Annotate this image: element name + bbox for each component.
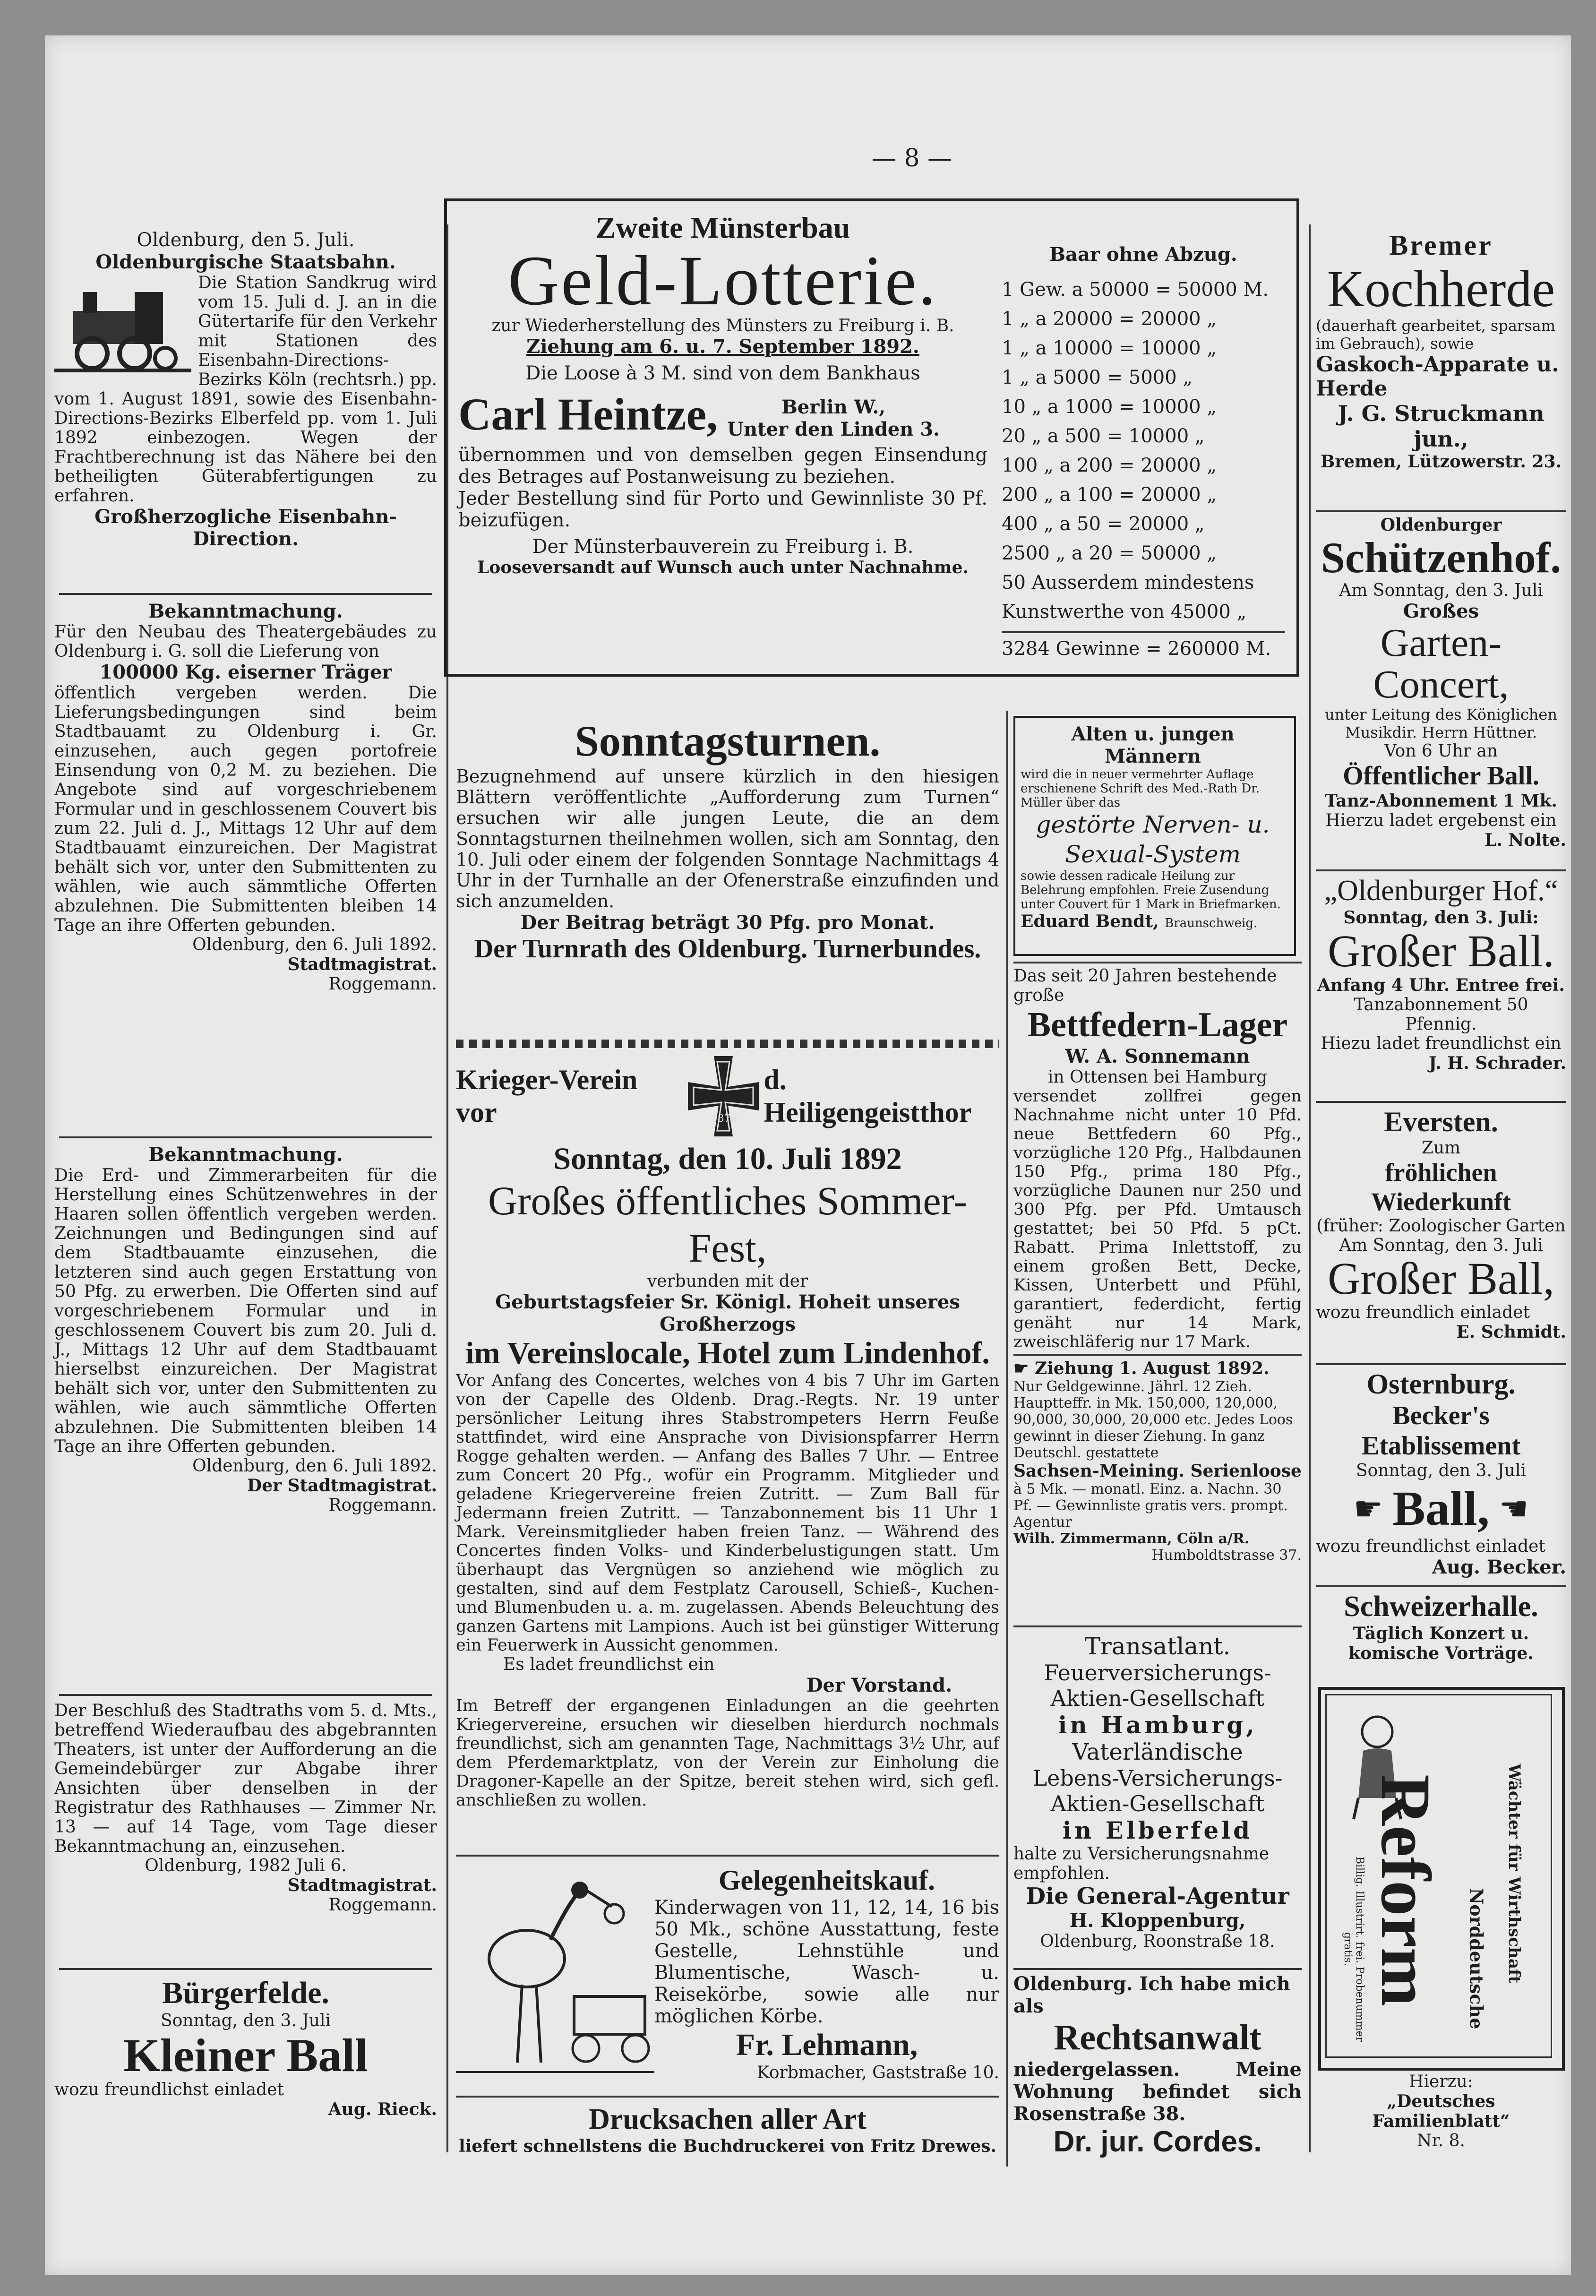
train-illustration [54, 278, 191, 377]
divider [1316, 1101, 1566, 1103]
bek2-title: Bekanntmachung. [148, 1144, 343, 1166]
lotterie-row: 1 „ a 20000 = 20000 „ [1002, 308, 1217, 330]
schuetz-tanz: Tanz-Abonnement 1 Mk. [1325, 791, 1557, 811]
ev-date: Am Sonntag, den 3. Juli [1339, 1236, 1543, 1255]
divider [59, 1694, 432, 1696]
turnen-ad [456, 716, 999, 1032]
beilage-no: Nr. 8. [1417, 2131, 1465, 2150]
koch-title: Kochherde [1327, 260, 1555, 318]
divider [1316, 510, 1566, 512]
bahn-dateline: Oldenburg, den 5. Juli. [137, 229, 355, 251]
krieger-note: Im Betreff der ergangenen Einladungen an die geehrten Kriegervereine, ersuchen wir dieselben hierdurch nochmals freundlichst, sich am genannten Tage, Nachmittags 3½ Uhr, auf dem Pferdemarktplatz, von der Verein zur Einholung die Dragoner-Kapelle an der Spitze, bereit stehen wird, sich gefl. anschließen zu wollen. [456, 1696, 999, 1810]
versicherung-ad [1013, 1633, 1302, 1963]
bremer-title: Bremer [1389, 230, 1493, 261]
divider [1013, 1968, 1302, 1970]
turnen-fee: Der Beitrag beträgt 30 Pfg. pro Monat. [520, 912, 935, 934]
ziehung-addr: Humboldtstrasse 37. [1151, 1547, 1302, 1564]
gelegenheit-ad [456, 1864, 999, 2091]
versich-l1: Transatlant. [1084, 1633, 1231, 1660]
ev-zum: Zum [1421, 1138, 1461, 1158]
kochherde-ad [1316, 229, 1566, 508]
buerger-name: Aug. Rieck. [328, 2099, 437, 2119]
lotterie-row: 200 „ a 100 = 20000 „ [1002, 484, 1217, 506]
column-rule [1309, 224, 1311, 2152]
page-number: — 8 — [872, 144, 952, 172]
koch-firm-addr: Bremen, Lützowerstr. 23. [1320, 451, 1562, 472]
ev-invite: wozu freundlich einladet [1316, 1302, 1530, 1322]
beilage-note [1316, 2072, 1566, 2167]
lotterie-table-title: Baar ohne Abzug. [1049, 243, 1237, 266]
lotterie-row: 20 „ a 500 = 10000 „ [1002, 425, 1205, 447]
lotterie-text1: übernommen und von demselben gegen Einsendung des Betrages auf Postanweisung zu beziehen. [458, 444, 987, 488]
gelegen-name: Fr. Lehmann, [736, 2028, 918, 2062]
schuetz-body: unter Leitung des Königlichen Musikdir. Herrn Hüttner. [1325, 705, 1557, 741]
schweizerhalle-ad [1316, 1590, 1566, 1680]
lotterie-row: 10 „ a 1000 = 10000 „ [1002, 396, 1217, 418]
ziehung-body: Nur Geldgewinne. Jährl. 12 Zieh. Hauptteffr. in Mk. 150,000, 120,000, 90,000, 30,000, 20,000 etc. Jedes Loos gewinnt in dieser Ziehung. In ganz Deutschl. gestattete [1013, 1378, 1293, 1461]
bendt-l2: sowie dessen radicale Heilung zur Belehrung empfohlen. Freie Zusendung unter Couvert für 1 Mark in Briefmarken. [1021, 869, 1281, 912]
bett-name: W. A. Sonnemann [1065, 1045, 1250, 1067]
versich-l5: Lebens-Versicherungs-Aktien-Gesellschaft [1032, 1765, 1283, 1816]
koch-body: (dauerhaft gearbeitet, sparsam im Gebrauch), sowie [1316, 316, 1556, 353]
krieger-invite: Es ladet freundlichst ein [503, 1655, 715, 1674]
krieger-sig: Der Vorstand. [806, 1674, 952, 1696]
stork-illustration [456, 1864, 654, 2081]
ev-title: Eversten. [1384, 1106, 1498, 1137]
lotterie-verein: Der Münsterbauverein zu Freiburg i. B. [532, 536, 914, 558]
bahn-signature: Großherzogliche Eisenbahn-Direction. [94, 506, 397, 550]
iron-cross-icon [683, 1051, 764, 1141]
bekanntmachung-traeger [54, 600, 437, 1134]
hof-date: Sonntag, den 3. Juli: [1343, 908, 1539, 928]
ost-title: Osternburg. [1366, 1368, 1516, 1400]
bek3-body: Der Beschluß des Stadtraths vom 5. d. Mts., betreffend Wiederaufbau des abgebrannten Theaters, ist unter der Aufforderung an die Gemeindebürger zur Abgabe ihrer Ansichten über denselben in der Registratur des Rathhauses — Zimmer Nr. 13 — auf 14 Tage, vom Tage dieser Bekanntmachung an, einzusehen. [54, 1701, 437, 1856]
hierzu: Hierzu: [1409, 2072, 1473, 2091]
bek1-name: Roggemann. [328, 974, 437, 994]
bett-body: versendet zollfrei gegen Nachnahme nicht unter 10 Pfd. neue Bettfedern 60 Pfg., vorzügliche 120 Pfg., Halbdaunen 150 Pfg., prima 180 Pfg., vorzügliche Daunen nur 250 und 300 Pfg. per Pfd. Umtausch gestattet; bei 50 Pfd. 5 pCt. Rabatt. Prima Inlettstoff, zu einem großen Bett, Decke, Kissen, Unterbett und Pfühl, garantiert, federdicht, fertig genäht nur 14 Mark, zweischläferig nur 17 Mark. [1013, 1087, 1302, 1351]
bek3-sig: Stadtmagistrat. [287, 1875, 437, 1895]
lotterie-row: 2500 „ a 20 = 50000 „ [1002, 542, 1217, 564]
divider [59, 1968, 432, 1970]
reform-l3: Billig. Illustrirt. frei. Probenummer gratis. [1342, 1856, 1365, 2042]
bek1-title: Bekanntmachung. [148, 600, 343, 622]
bek3-dateline: Oldenburg, 1982 Juli 6. [145, 1856, 347, 1875]
hof-ball: Großer Ball. [1328, 926, 1554, 976]
versich-l3: in Hamburg, [1058, 1711, 1257, 1739]
buerger-title: Bürgerfelde. [162, 1976, 329, 2010]
drucksachen-ad [456, 2103, 999, 2169]
krieger-occasion: Geburtstagsfeier Sr. Königl. Hoheit unseres Großherzogs [495, 1291, 960, 1335]
hof-time: Anfang 4 Uhr. Entree frei. [1317, 975, 1565, 995]
turnen-sig: Der Turnrath des Oldenburg. Turnerbundes. [474, 934, 981, 963]
bendt-script: gestörte Nerven- u. Sexual-System [1036, 811, 1270, 868]
ost-date: Sonntag, den 3. Juli [1356, 1461, 1526, 1480]
gelegen-title: Gelegenheitskauf. [718, 1865, 935, 1896]
lotterie-bank: Carl Heintze, [458, 389, 718, 439]
bendt-city: Braunschweig. [1165, 916, 1258, 930]
schuetzenhof-ad [1316, 515, 1566, 865]
schuetz-title: Schützenhof. [1321, 533, 1562, 582]
versich-l4: Vaterländische [1072, 1739, 1243, 1765]
ziehung-name-line [1013, 1531, 1302, 1547]
schw-title: Schweizerhalle. [1344, 1591, 1538, 1623]
turnen-title: Sonntagsturnen. [575, 717, 881, 765]
druck-line: liefert schnellstens die Buchdruckerei von Fritz Drewes. [458, 2136, 997, 2156]
krieger-sub: verbunden mit der [647, 1272, 808, 1291]
divider [1013, 1354, 1302, 1356]
lotterie-text [458, 210, 987, 664]
bek2-body: Die Erd- und Zimmerarbeiten für die Herstellung eines Schützenwehres in der Haaren sollen öffentlich vergeben werden. Zeichnungen und Bedingungen sind auf dem Stadtbauamte einzusehen, die letzteren sind auch gegen Erstattung von 50 Pfg. zu erwerben. Die Offerten sind auf vorgeschriebenem Formular und in geschlossenem Couvert bis zum 20. Juli d. J., Mittags 12 Uhr auf dem Stadtbauamt hierselbst einzureichen. Der Magistrat behält sich vor, unter den Submittenten zu wählen, wie auch sämmtliche Offerten abzulehnen. Die Submittenten bleiben 14 Tage an ihre Offerten gebunden. [54, 1166, 437, 1456]
koch-firm: J. G. Struckmann jun., [1338, 400, 1545, 452]
turnen-body: Bezugnehmend auf unsere kürzlich in den hiesigen Blättern veröffentlichte „Aufforderung zum Turnen“ ersuchen wir alle jungen Leute, die an dem Sonntagsturnen theilnehmen wollen, sich am Sonntag, den 10. Juli oder einem der folgenden Sonntage Nachmittags 4 Uhr in der Turnhalle an der Ofenerstraße einzufinden und sich anzumelden. [456, 766, 999, 912]
hof-tanz: Tanzabonnement 50 Pfennig. [1354, 995, 1528, 1034]
buerger-event: Kleiner Ball [123, 2029, 368, 2081]
lotterie-loose: Die Loose à 3 M. sind von dem Bankhaus [525, 362, 920, 384]
lotterie-bank-street: Unter den Linden 3. [727, 418, 940, 440]
bett-city: in Ottensen bei Hamburg [1047, 1067, 1268, 1087]
krieger-place: im Vereinslocale, Hotel zum Lindenhof. [465, 1336, 990, 1370]
bahn-title: Oldenburgische Staatsbahn. [95, 251, 396, 273]
ev-frueher: (früher: Zoologischer Garten [1316, 1216, 1566, 1236]
reform-word-wrap [1365, 1774, 1446, 2007]
divider [456, 2096, 999, 2098]
reform-l2: Norddeutsche [1466, 1888, 1487, 2029]
buerger-date: Sonntag, den 3. Juli [161, 2011, 331, 2030]
schuetz-name: L. Nolte. [1484, 830, 1566, 850]
anwalt-l2: niedergelassen. Meine Wohnung befindet sich Rosenstraße 38. [1013, 2058, 1302, 2125]
hof-title: „Oldenburger Hof.“ [1324, 875, 1558, 907]
krieger-event: Großes öffentliches Sommer-Fest, [488, 1178, 968, 1271]
ornament-band [456, 1040, 999, 1048]
buergerfelde-ad [54, 1975, 437, 2164]
bettfedern-ad [1013, 966, 1302, 1351]
ev-name: E. Schmidt. [1456, 1322, 1566, 1342]
lotterie-line1: Zweite Münsterbau [595, 211, 850, 244]
divider [1013, 962, 1302, 963]
divider [59, 593, 432, 595]
schuetz-oldb: Oldenburger [1380, 515, 1502, 535]
versich-l7: halte zu Versicherungsnahme empfohlen. [1013, 1844, 1270, 1883]
bahn-body: Die Station Sandkrug wird vom 15. Juli d. J. an in die Gütertarife für den Verkehr mit Stationen des Eisenbahn-Directions-Bezirks Köln (rechtsrh.) pp. vom 1. August 1891, sowie des Eisenbahn-Directions-Bezirks Elberfeld pp. vom 1. Juli 1892 einbezogen. Wegen der Frachtberechnung ist das Nähere bei den betheiligten Güterabfertigungen zu erfahren. [54, 273, 437, 506]
lotterie-text2: Jeder Bestellung sind für Porto und Gewinnliste 30 Pf. beizufügen. [458, 488, 987, 531]
schuetz-gross: Großes [1403, 600, 1479, 622]
bek1-body2: öffentlich vergeben werden. Die Lieferungsbedingungen sind beim Stadtbauamt zu Oldenburg i. Gr. einzusehen, auch gegen portofreie Einsendung von 0,2 M. zu beziehen. Die Angebote sind auf vorgeschriebenem Formular und in geschlossenem Couvert bis zum 22. Juli d. J., Mittags 12 Uhr auf dem Stadtbauamt einzureichen. Der Magistrat behält sich vor, unter den Submittenten zu wählen, wie auch sämmtliche Offerten abzulehnen. Die Submittenten bleiben 14 Tage an ihre Offerten gebunden. [54, 683, 437, 935]
divider [1316, 1585, 1566, 1587]
versich-l6: in Elberfeld [1062, 1816, 1253, 1844]
versich-l2: Feuerversicherungs-Aktien-Gesellschaft [1044, 1660, 1271, 1711]
anwalt-l1: Oldenburg. Ich habe mich als [1013, 1973, 1290, 2017]
hof-invite: Hiezu ladet freundlichst ein [1321, 1033, 1562, 1053]
gelegen-addr: Korbmacher, Gaststraße 10. [756, 2063, 999, 2082]
lotterie-row: 50 Ausserdem mindestens Kunstwerthe von 45000 „ [1002, 572, 1254, 623]
cross-year: 1870 [711, 1113, 738, 1125]
ev-ball: Großer Ball, [1328, 1253, 1554, 1304]
bek1-body1: Für den Neubau des Theatergebäudes zu Oldenburg i. G. soll die Lieferung von [54, 622, 437, 661]
ziehung-title-text: Ziehung 1. August 1892. [1034, 1359, 1270, 1378]
krieger-ad [456, 1051, 999, 1840]
ziehung-ad [1013, 1359, 1302, 1623]
eversten-ad [1316, 1106, 1566, 1361]
bendt-l1: wird die in neuer vermehrter Auflage erschienene Schrift des Med.-Rath Dr. Müller über das [1021, 767, 1260, 810]
reform-l1-wrap [1505, 1713, 1524, 2034]
bek2-name: Roggemann. [328, 1496, 437, 1515]
koch-gas: Gaskoch-Apparate u. Herde [1316, 352, 1559, 401]
lotterie-total: 3284 Gewinne = 260000 M. [1002, 638, 1271, 660]
krieger-left: Krieger-Verein vor [456, 1064, 638, 1128]
lotterie-table [1002, 243, 1285, 659]
divider [456, 1855, 999, 1857]
hof-name: J. H. Schrader. [1428, 1053, 1566, 1073]
druck-title: Drucksachen aller Art [589, 2103, 867, 2135]
beilage-title: „Deutsches Familienblatt“ [1372, 2091, 1510, 2131]
krieger-body: Vor Anfang des Concertes, welches von 4 bis 7 Uhr im Garten von der Capelle des Oldenb. Drag.-Regts. Nr. 19 unter persönlicher Leitung ihres Stabstrompeters Herrn Feuße stattfindet, wird eine Ansprache von Divisionspfarrer Herrn Rogge gehalten werden. — Anfang des Balles 7 Uhr. — Entree zum Concert 20 Pfg., wofür ein Programm. Mitglieder und geladene Kriegervereine freien Zutritt. — Zum Ball für Jedermann freien Zutritt. — Tanzabonnement bis 11 Uhr 1 Mark. Vereinsmitglieder haben freien Tanz. — Während des Concertes finden Volks- und Kinderbelustigungen statt. Um überhaupt das Vergnügen so anziehend wie möglich zu gestalten, sind auf dem Festplatz Carousell, Schieß-, Kuchen- und Blumenbuden u. a. m. zugelassen. Abends Beleuchtung des ganzen Gartens mit Lampions. Auch ist bei günstiger Witterung ein Feuerwerk in Aussicht genommen. [456, 1371, 999, 1655]
schuetz-concert: Garten-Concert, [1373, 620, 1509, 706]
lotterie-draw: Ziehung am 6. u. 7. September 1892. [526, 335, 919, 358]
osternburg-ad [1316, 1368, 1566, 1581]
krieger-date: Sonntag, den 10. Juli 1892 [553, 1142, 902, 1176]
schuetz-date: Am Sonntag, den 3. Juli [1339, 580, 1543, 600]
ziehung-serie: Sachsen-Meining. Serienloose [1013, 1461, 1302, 1481]
bett-intro: Das seit 20 Jahren bestehende große [1013, 966, 1277, 1005]
ost-invite: wozu freundlichst einladet [1316, 1537, 1545, 1556]
anwalt-name: Dr. jur. Cordes. [1053, 2125, 1262, 2158]
bek3-name: Roggemann. [328, 1895, 437, 1915]
reform-ad [1325, 1694, 1552, 2058]
versich-l10: Oldenburg, Roonstraße 18. [1040, 1932, 1275, 1951]
divider [1013, 1625, 1302, 1627]
pointing-hand-icon: ☛ [1353, 1489, 1383, 1528]
newspaper-page [45, 35, 1571, 2275]
bekanntmachung-schuetzenwehr [54, 1144, 437, 1692]
bek1-sig: Stadtmagistrat. [287, 955, 437, 974]
bek1-dateline: Oldenburg, den 6. Juli 1892. [192, 935, 437, 955]
divider [1316, 1363, 1566, 1365]
ziehung-city: Cöln a/R. [1177, 1531, 1250, 1547]
ziehung-title [1013, 1359, 1302, 1378]
ziehung-name: Wilh. Zimmermann, [1013, 1531, 1172, 1547]
oldenburger-hof-ad [1316, 874, 1566, 1096]
schw-line: Täglich Konzert u. komische Vorträge. [1348, 1624, 1534, 1663]
reform-word: Reform [1366, 1774, 1445, 2007]
lotterie-title: Geld-Lotterie. [508, 241, 938, 320]
gelegen-body: Kinderwagen von 11, 12, 14, 16 bis 50 Mk., schöne Ausstattung, feste Gestelle, Lehnstühle und Blumentische, Wasch- u. Reisekörbe, sowie alle nur möglichen Körbe. [654, 1897, 999, 2027]
ost-name: Aug. Becker. [1432, 1556, 1566, 1578]
bendt-title: Alten u. jungen Männern [1071, 723, 1235, 767]
ziehung-body2: à 5 Mk. — monatl. Einz. a. Nachn. 30 Pf. — Gewinnliste gratis vers. prompt. Agentur [1013, 1481, 1288, 1531]
lotterie-row: 100 „ a 200 = 20000 „ [1002, 455, 1217, 476]
reform-l2-wrap [1466, 1874, 1487, 2044]
lotterie-versand: Looseversandt auf Wunsch auch unter Nachnahme. [477, 558, 969, 577]
lotterie-bank-city: Berlin W., [781, 396, 886, 418]
bahn-notice [54, 229, 437, 588]
bek2-sig: Der Stadtmagistrat. [247, 1476, 437, 1496]
column-rule [1006, 711, 1008, 2167]
anwalt-title: Rechtsanwalt [1054, 2018, 1261, 2057]
bett-title: Bettfedern-Lager [1027, 1006, 1288, 1044]
bendt-ad [1021, 723, 1285, 950]
ev-wieder: fröhlichen Wiederkunft [1371, 1158, 1511, 1216]
lotterie-row: 1 „ a 10000 = 10000 „ [1002, 337, 1217, 359]
divider [59, 1136, 432, 1138]
bek2-dateline: Oldenburg, den 6. Juli 1892. [192, 1456, 437, 1476]
schuetz-invite: Hierzu ladet ergebenst ein [1325, 810, 1557, 830]
pointing-hand-icon: ☚ [1499, 1489, 1529, 1528]
versich-l9: H. Kloppenburg, [1069, 1909, 1246, 1932]
lotterie-row: 1 Gew. a 50000 = 50000 M. [1002, 279, 1269, 301]
schuetz-ball: Öffentlicher Ball. [1343, 761, 1539, 791]
bek1-highlight: 100000 Kg. eiserner Träger [99, 661, 392, 683]
ost-ball: Ball, [1392, 1481, 1490, 1536]
pointing-hand-icon: ☛ [1013, 1359, 1035, 1378]
bendt-name [1021, 912, 1285, 931]
rechtsanwalt-ad [1013, 1973, 1302, 2171]
divider [1002, 631, 1285, 633]
lotterie-row: 1 „ a 5000 = 5000 „ [1002, 367, 1193, 388]
lotterie-row: 400 „ a 50 = 20000 „ [1002, 513, 1205, 535]
buerger-invite: wozu freundlichst einladet [54, 2080, 284, 2099]
lotterie-purpose: zur Wiederherstellung des Münsters zu Freiburg i. B. [491, 316, 954, 335]
reform-l3-wrap [1342, 1855, 1365, 2044]
versich-l8: Die General-Agentur [1026, 1883, 1289, 1909]
bendt-name-text: Eduard Bendt, [1021, 912, 1159, 931]
schuetz-time: Von 6 Uhr an [1384, 741, 1498, 761]
krieger-right: d. Heiligengeistthor [764, 1064, 972, 1128]
ost-est: Becker's Etablissement [1362, 1401, 1520, 1461]
divider [1316, 869, 1566, 871]
bekanntmachung-theater [54, 1701, 437, 1966]
reform-l1: Wächter für Wirthschaft [1505, 1763, 1524, 1984]
